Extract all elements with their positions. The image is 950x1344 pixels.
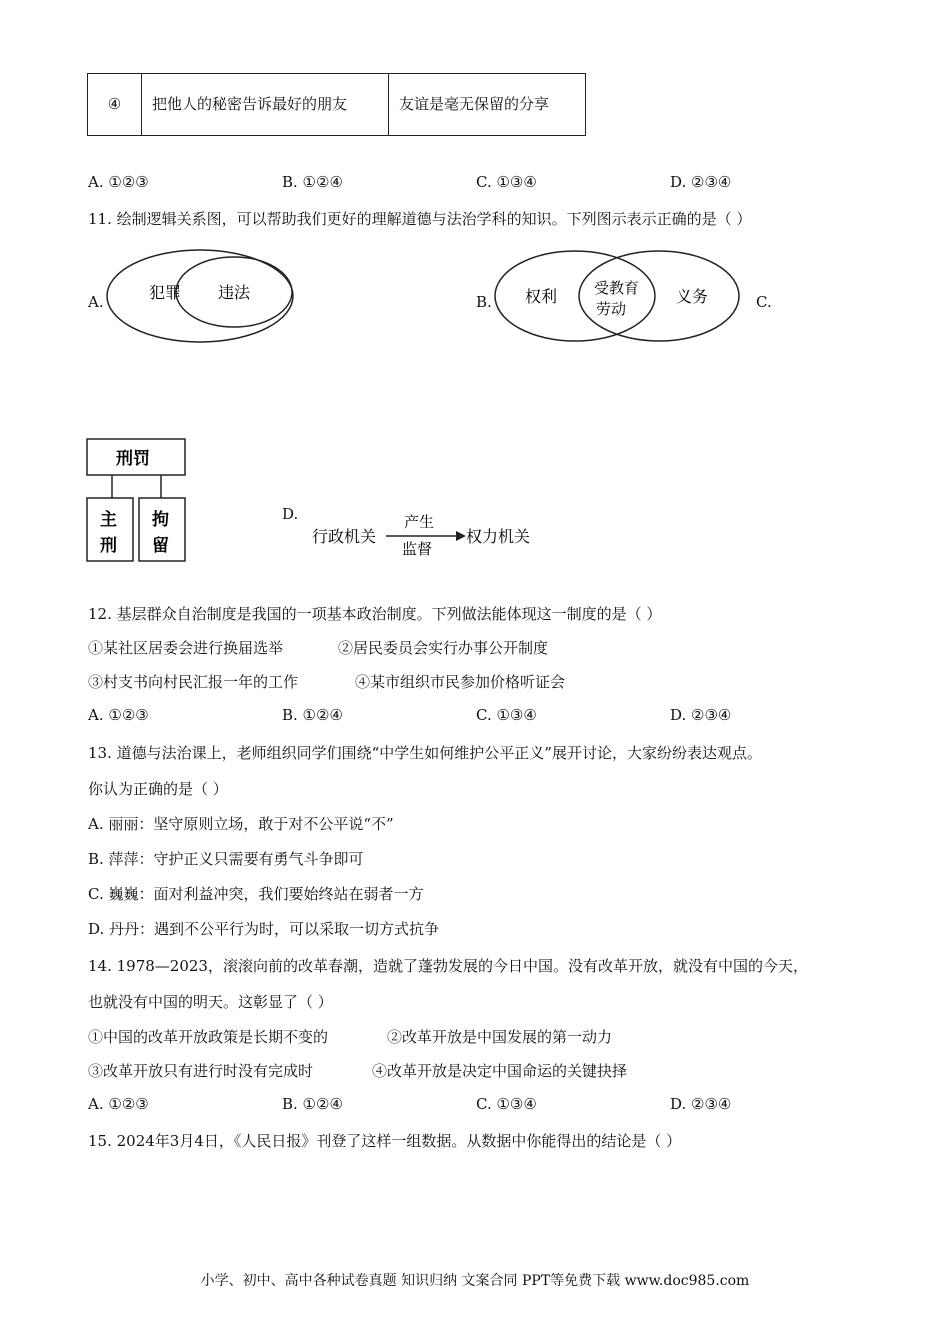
q13-option-d: D. 丹丹：遇到不公平行为时，可以采取一切方式抗争 — [88, 920, 440, 938]
diagram-c-left-char-2: 刑 — [100, 536, 117, 556]
table-cell-view: 友谊是毫无保留的分享 — [389, 74, 586, 136]
q14-option-c: C. ①③④ — [476, 1095, 537, 1113]
q14-item-4: ④改革开放是决定中国命运的关键抉择 — [372, 1062, 628, 1080]
q13-option-a: A. 丽丽：坚守原则立场，敢于对不公平说“不” — [88, 815, 394, 833]
diagram-b-left-label: 权利 — [525, 287, 558, 306]
q11-label-a: A. — [88, 293, 104, 311]
page-footer: 小学、初中、高中各种试卷真题 知识归纳 文案合同 PPT等免费下载 www.doc985.com — [200, 1273, 750, 1289]
q10-option-d: D. ②③④ — [670, 173, 732, 191]
q12-item-3: ③村支书向村民汇报一年的工作 — [88, 673, 299, 691]
q14-stem-line-1: 14. 1978—2023，滚滚向前的改革春潮，造就了蓬勃发展的今日中国。没有改革开放，就没有中国的今天， — [88, 957, 808, 975]
q12-stem: 12. 基层群众自治制度是我国的一项基本政治制度。下列做法能体现这一制度的是（ ） — [88, 605, 662, 623]
q10-option-a: A. ①②③ — [88, 173, 149, 191]
q13-option-b: B. 萍萍：守护正义只需要有勇气斗争即可 — [88, 850, 364, 868]
q12-item-4: ④某市组织市民参加价格听证会 — [355, 673, 566, 691]
diagram-b-right-label: 义务 — [676, 287, 709, 306]
q14-item-3: ③改革开放只有进行时没有完成时 — [88, 1062, 314, 1080]
q14-stem-line-2: 也就没有中国的明天。这彰显了（ ） — [88, 993, 333, 1011]
diagram-d-from-label: 行政机关 — [312, 527, 377, 546]
q14-option-a: A. ①②③ — [88, 1095, 149, 1113]
diagram-c-top-label: 刑罚 — [116, 449, 150, 469]
q14-option-d: D. ②③④ — [670, 1095, 732, 1113]
q14-option-b: B. ①②④ — [282, 1095, 343, 1113]
q11-diagram-c — [86, 438, 188, 564]
q12-option-d: D. ②③④ — [670, 706, 732, 724]
q14-item-2: ②改革开放是中国发展的第一动力 — [387, 1028, 613, 1046]
q11-diagram-d — [310, 510, 542, 560]
q12-option-b: B. ①②④ — [282, 706, 343, 724]
diagram-a-outer-label: 犯罪 — [149, 283, 182, 302]
q15-stem: 15. 2024年3月4日，《人民日报》刊登了这样一组数据。从数据中你能得出的结论是（ ） — [88, 1132, 682, 1150]
q12-option-a: A. ①②③ — [88, 706, 149, 724]
q11-label-c: C. — [756, 293, 772, 311]
q11-label-b: B. — [476, 293, 492, 311]
q12-option-c: C. ①③④ — [476, 706, 537, 724]
table-cell-number: ④ — [88, 74, 142, 136]
diagram-c-right-char-2: 留 — [152, 536, 169, 556]
diagram-d-to-label: 权力机关 — [466, 527, 531, 546]
diagram-d-arrow-top-label: 产生 — [404, 513, 435, 531]
diagram-a-inner-label: 违法 — [218, 283, 251, 302]
diagram-d-arrow-bottom-label: 监督 — [402, 540, 433, 558]
diagram-c-left-char-1: 主 — [100, 510, 117, 530]
q11-diagram-b — [492, 248, 744, 346]
q13-stem-line-1: 13. 道德与法治课上，老师组织同学们围绕“中学生如何维护公平正义”展开讨论，大家纷纷表达观点。 — [88, 744, 762, 762]
q13-stem-line-2: 你认为正确的是（ ） — [88, 780, 228, 798]
q11-diagram-a — [104, 246, 296, 348]
diagram-b-middle-label-1: 受教育 — [594, 279, 640, 297]
diagram-c-right-char-1: 拘 — [152, 510, 169, 530]
arrow-head-icon — [456, 531, 466, 541]
q12-item-2: ②居民委员会实行办事公开制度 — [338, 639, 549, 657]
q12-item-1: ①某社区居委会进行换届选举 — [88, 639, 284, 657]
q11-label-d: D. — [282, 505, 299, 523]
q13-option-c: C. 巍巍：面对利益冲突，我们要始终站在弱者一方 — [88, 885, 424, 903]
q10-option-c: C. ①③④ — [476, 173, 537, 191]
diagram-b-middle-label-2: 劳动 — [596, 300, 627, 318]
q11-stem: 11. 绘制逻辑关系图，可以帮助我们更好的理解道德与法治学科的知识。下列图示表示正确的是（ ） — [88, 210, 752, 228]
q10-option-b: B. ①②④ — [282, 173, 343, 191]
viewpoint-table — [87, 73, 586, 136]
table-row — [88, 74, 586, 136]
table-cell-behavior: 把他人的秘密告诉最好的朋友 — [142, 74, 389, 136]
q14-item-1: ①中国的改革开放政策是长期不变的 — [88, 1028, 329, 1046]
